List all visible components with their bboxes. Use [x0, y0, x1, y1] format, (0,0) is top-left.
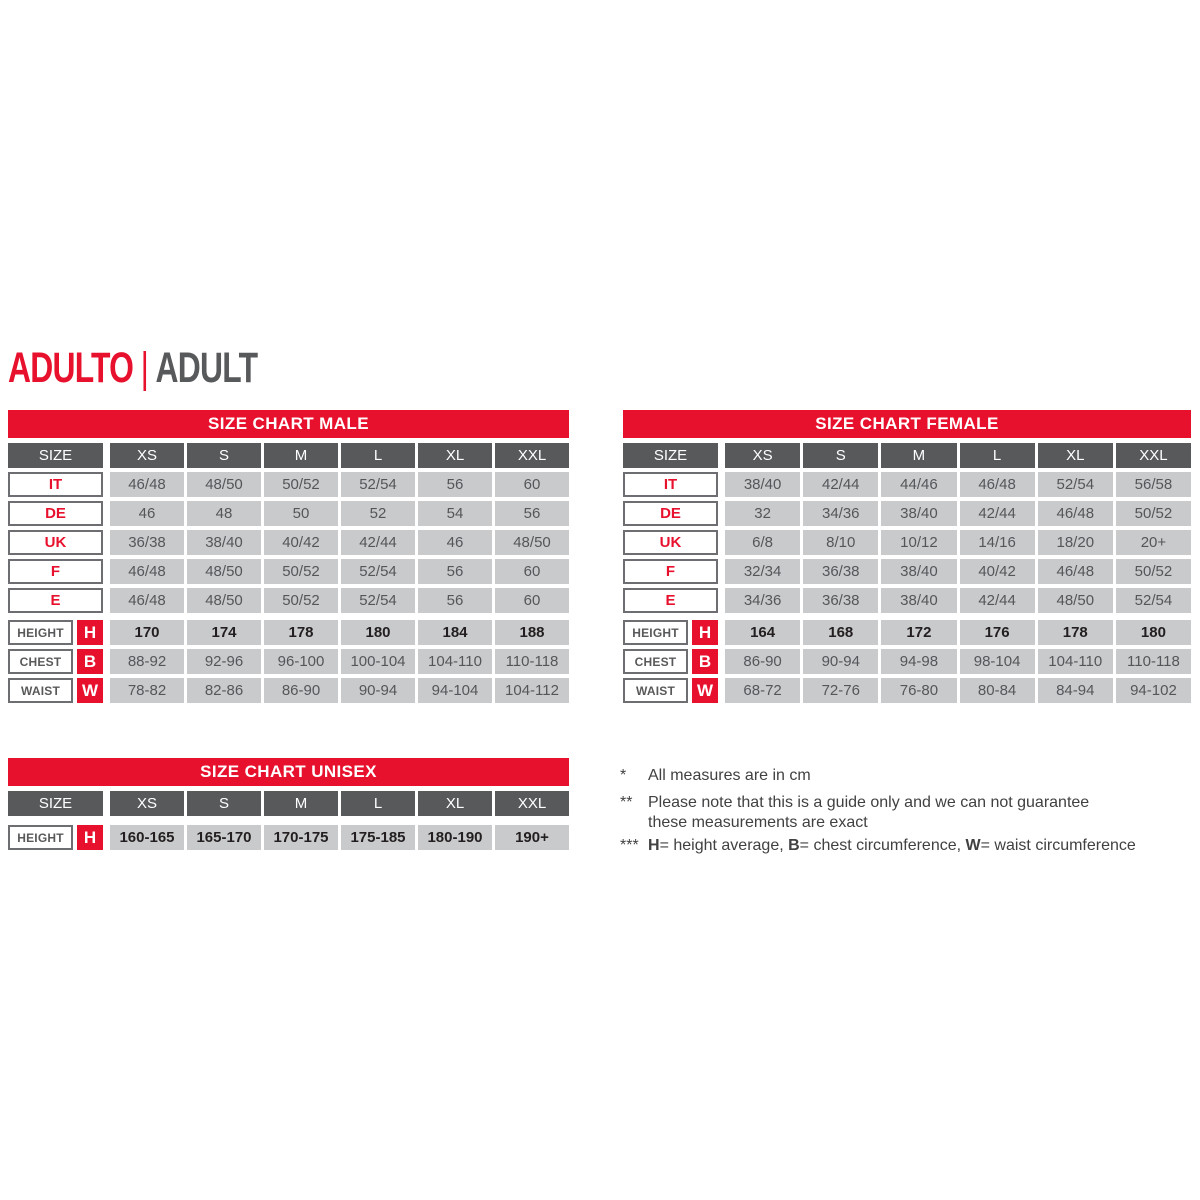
- size-cell: 48/50: [187, 559, 261, 584]
- row-cells: [725, 530, 1191, 555]
- page-title-primary: ADULTO: [8, 344, 134, 392]
- row-cells: [110, 620, 569, 645]
- size-cell: 48/50: [187, 472, 261, 497]
- measure-cell: 184: [418, 620, 492, 645]
- size-cell: 32/34: [725, 559, 800, 584]
- row-cells: [110, 588, 569, 613]
- measure-cell: 92-96: [187, 649, 261, 674]
- header-cells: [725, 443, 1191, 468]
- measure-row-waist: [8, 678, 569, 703]
- measure-letter-badge: H: [77, 620, 103, 645]
- size-cell: 8/10: [803, 530, 878, 555]
- measure-cell: 100-104: [341, 649, 415, 674]
- size-cell: 60: [495, 588, 569, 613]
- row-label: DE: [623, 501, 718, 526]
- column-header: S: [187, 443, 261, 468]
- measure-cell: 165-170: [187, 825, 261, 850]
- size-cell: 46/48: [110, 588, 184, 613]
- row-cells: [110, 825, 569, 850]
- column-header: M: [264, 443, 338, 468]
- size-cell: 52/54: [1116, 588, 1191, 613]
- measure-cell: 90-94: [341, 678, 415, 703]
- size-cell: 6/8: [725, 530, 800, 555]
- column-header: L: [960, 443, 1035, 468]
- column-header: L: [341, 791, 415, 816]
- footnote-marker: ***: [620, 837, 639, 854]
- measure-row-chest: [8, 649, 569, 674]
- male-table-title-bar: SIZE CHART MALE: [8, 410, 569, 438]
- footnote-line: these measurements are exact: [648, 814, 868, 831]
- size-cell: 36/38: [110, 530, 184, 555]
- size-cell: 52/54: [341, 472, 415, 497]
- footnote-legend: [620, 836, 1200, 856]
- size-column-header: SIZE: [8, 791, 103, 816]
- measure-label: CHEST: [623, 649, 688, 674]
- measure-cell: 164: [725, 620, 800, 645]
- row-label: IT: [623, 472, 718, 497]
- size-cell: 40/42: [960, 559, 1035, 584]
- measure-cell: 104-110: [1038, 649, 1113, 674]
- measure-letter-badge: W: [692, 678, 718, 703]
- size-row-de: [623, 501, 1191, 526]
- size-row-e: [8, 588, 569, 613]
- size-column-header: SIZE: [623, 443, 718, 468]
- footnote-marker: **: [620, 794, 633, 811]
- size-cell: 20+: [1116, 530, 1191, 555]
- row-cells: [110, 501, 569, 526]
- measure-cell: 170: [110, 620, 184, 645]
- measure-row-height: [8, 620, 569, 645]
- size-cell: 46/48: [960, 472, 1035, 497]
- measure-cell: 86-90: [725, 649, 800, 674]
- column-header: XXL: [1116, 443, 1191, 468]
- measure-cell: 78-82: [110, 678, 184, 703]
- footnote-line: Please note that this is a guide only and we can not guarantee: [648, 794, 1090, 811]
- measure-label: HEIGHT: [8, 825, 73, 850]
- size-cell: 50/52: [1116, 559, 1191, 584]
- measure-cell: 90-94: [803, 649, 878, 674]
- row-label: DE: [8, 501, 103, 526]
- page-title: [8, 344, 257, 393]
- row-label: F: [8, 559, 103, 584]
- column-header: XL: [418, 791, 492, 816]
- size-cell: 50: [264, 501, 338, 526]
- size-cell: 40/42: [264, 530, 338, 555]
- row-label: E: [623, 588, 718, 613]
- row-cells: [110, 559, 569, 584]
- size-cell: 60: [495, 559, 569, 584]
- female-header-row: [623, 443, 1191, 468]
- size-row-uk: [8, 530, 569, 555]
- size-cell: 42/44: [960, 588, 1035, 613]
- measure-cell: 176: [960, 620, 1035, 645]
- measure-cell: 104-110: [418, 649, 492, 674]
- legend-w-text: = waist circumference: [980, 837, 1136, 854]
- size-cell: 46/48: [110, 559, 184, 584]
- measure-cell: 68-72: [725, 678, 800, 703]
- legend-b-text: = chest circumference,: [799, 837, 966, 854]
- unisex-table-title-bar: SIZE CHART UNISEX: [8, 758, 569, 786]
- measure-row-chest: [623, 649, 1191, 674]
- size-cell: 48/50: [187, 588, 261, 613]
- female-table-title-bar: SIZE CHART FEMALE: [623, 410, 1191, 438]
- size-cell: 54: [418, 501, 492, 526]
- footnotes: [620, 766, 1200, 859]
- measure-cell: 180: [341, 620, 415, 645]
- measure-row-waist: [623, 678, 1191, 703]
- column-header: XXL: [495, 443, 569, 468]
- row-cells: [110, 530, 569, 555]
- measure-cell: 180-190: [418, 825, 492, 850]
- measure-cell: 76-80: [881, 678, 956, 703]
- size-cell: 52: [341, 501, 415, 526]
- measure-cell: 160-165: [110, 825, 184, 850]
- row-cells: [110, 678, 569, 703]
- column-header: XS: [110, 443, 184, 468]
- column-header: XL: [1038, 443, 1113, 468]
- column-header: XS: [725, 443, 800, 468]
- size-row-de: [8, 501, 569, 526]
- row-label: UK: [8, 530, 103, 555]
- size-row-e: [623, 588, 1191, 613]
- row-cells: [725, 620, 1191, 645]
- measure-letter-badge: H: [692, 620, 718, 645]
- size-cell: 14/16: [960, 530, 1035, 555]
- measure-cell: 86-90: [264, 678, 338, 703]
- size-cell: 38/40: [881, 501, 956, 526]
- size-row-f: [623, 559, 1191, 584]
- measure-cell: 178: [264, 620, 338, 645]
- size-cell: 50/52: [264, 559, 338, 584]
- size-cell: 50/52: [264, 588, 338, 613]
- size-cell: 42/44: [341, 530, 415, 555]
- row-cells: [110, 649, 569, 674]
- size-cell: 46/48: [1038, 559, 1113, 584]
- size-column-header: SIZE: [8, 443, 103, 468]
- row-cells: [725, 649, 1191, 674]
- size-chart-unisex-table: [8, 758, 569, 850]
- size-row-uk: [623, 530, 1191, 555]
- size-chart-male-table: [8, 410, 569, 703]
- page-title-separator: |: [140, 344, 149, 392]
- size-cell: 56: [418, 588, 492, 613]
- measure-row-height: [8, 825, 569, 850]
- row-cells: [725, 559, 1191, 584]
- measure-label: CHEST: [8, 649, 73, 674]
- size-cell: 60: [495, 472, 569, 497]
- size-cell: 52/54: [1038, 472, 1113, 497]
- measure-cell: 172: [881, 620, 956, 645]
- unisex-header-row: [8, 791, 569, 816]
- column-header: S: [803, 443, 878, 468]
- size-cell: 48: [187, 501, 261, 526]
- size-cell: 34/36: [803, 501, 878, 526]
- size-row-it: [623, 472, 1191, 497]
- size-row-it: [8, 472, 569, 497]
- measure-letter-badge: W: [77, 678, 103, 703]
- measure-cell: 178: [1038, 620, 1113, 645]
- measure-label: WAIST: [8, 678, 73, 703]
- measure-cell: 96-100: [264, 649, 338, 674]
- measure-label: WAIST: [623, 678, 688, 703]
- measure-cell: 110-118: [1116, 649, 1191, 674]
- measure-cell: 82-86: [187, 678, 261, 703]
- column-header: XL: [418, 443, 492, 468]
- size-cell: 46: [110, 501, 184, 526]
- size-cell: 44/46: [881, 472, 956, 497]
- size-cell: 50/52: [264, 472, 338, 497]
- size-cell: 46/48: [110, 472, 184, 497]
- size-cell: 52/54: [341, 588, 415, 613]
- row-cells: [725, 588, 1191, 613]
- footnote-measures: [620, 766, 1200, 786]
- male-header-row: [8, 443, 569, 468]
- row-cells: [725, 678, 1191, 703]
- measure-cell: 110-118: [495, 649, 569, 674]
- measure-cell: 174: [187, 620, 261, 645]
- size-cell: 34/36: [725, 588, 800, 613]
- size-cell: 46/48: [1038, 501, 1113, 526]
- row-cells: [725, 472, 1191, 497]
- footnote-text: [648, 793, 1200, 833]
- size-cell: 36/38: [803, 559, 878, 584]
- header-cells: [110, 443, 569, 468]
- measure-cell: 188: [495, 620, 569, 645]
- size-cell: 56: [418, 472, 492, 497]
- column-header: XXL: [495, 791, 569, 816]
- footnote-text: [648, 836, 1200, 856]
- size-cell: 18/20: [1038, 530, 1113, 555]
- footnote-text: All measures are in cm: [648, 767, 811, 784]
- size-cell: 48/50: [495, 530, 569, 555]
- measure-cell: 168: [803, 620, 878, 645]
- measure-label: HEIGHT: [623, 620, 688, 645]
- measure-row-height: [623, 620, 1191, 645]
- column-header: XS: [110, 791, 184, 816]
- size-cell: 38/40: [881, 588, 956, 613]
- size-cell: 56: [418, 559, 492, 584]
- header-cells: [110, 791, 569, 816]
- size-cell: 42/44: [803, 472, 878, 497]
- size-chart-female-table: [623, 410, 1191, 703]
- size-cell: 48/50: [1038, 588, 1113, 613]
- measure-letter-badge: B: [77, 649, 103, 674]
- size-cell: 38/40: [725, 472, 800, 497]
- size-cell: 52/54: [341, 559, 415, 584]
- column-header: S: [187, 791, 261, 816]
- measure-cell: 175-185: [341, 825, 415, 850]
- column-header: L: [341, 443, 415, 468]
- legend-h: H: [648, 837, 660, 854]
- legend-w: W: [965, 837, 981, 854]
- row-cells: [725, 501, 1191, 526]
- row-label: E: [8, 588, 103, 613]
- footnote-marker: *: [620, 767, 627, 784]
- size-cell: 50/52: [1116, 501, 1191, 526]
- legend-b: B: [788, 837, 800, 854]
- measure-cell: 190+: [495, 825, 569, 850]
- measure-cell: 84-94: [1038, 678, 1113, 703]
- size-cell: 56: [495, 501, 569, 526]
- page-title-secondary: ADULT: [155, 344, 258, 392]
- size-cell: 36/38: [803, 588, 878, 613]
- measure-cell: 94-98: [881, 649, 956, 674]
- size-cell: 46: [418, 530, 492, 555]
- size-cell: 10/12: [881, 530, 956, 555]
- measure-cell: 80-84: [960, 678, 1035, 703]
- measure-cell: 170-175: [264, 825, 338, 850]
- size-cell: 56/58: [1116, 472, 1191, 497]
- row-cells: [110, 472, 569, 497]
- row-label: UK: [623, 530, 718, 555]
- measure-cell: 94-102: [1116, 678, 1191, 703]
- measure-cell: 104-112: [495, 678, 569, 703]
- column-header: M: [264, 791, 338, 816]
- measure-label: HEIGHT: [8, 620, 73, 645]
- size-cell: 42/44: [960, 501, 1035, 526]
- measure-cell: 88-92: [110, 649, 184, 674]
- measure-cell: 72-76: [803, 678, 878, 703]
- size-cell: 32: [725, 501, 800, 526]
- measure-cell: 180: [1116, 620, 1191, 645]
- size-cell: 38/40: [187, 530, 261, 555]
- measure-letter-badge: B: [692, 649, 718, 674]
- legend-h-text: = height average,: [659, 837, 789, 854]
- row-label: F: [623, 559, 718, 584]
- measure-letter-badge: H: [77, 825, 103, 850]
- measure-cell: 98-104: [960, 649, 1035, 674]
- size-row-f: [8, 559, 569, 584]
- size-cell: 38/40: [881, 559, 956, 584]
- column-header: M: [881, 443, 956, 468]
- row-label: IT: [8, 472, 103, 497]
- measure-cell: 94-104: [418, 678, 492, 703]
- footnote-guide-only: [620, 793, 1200, 833]
